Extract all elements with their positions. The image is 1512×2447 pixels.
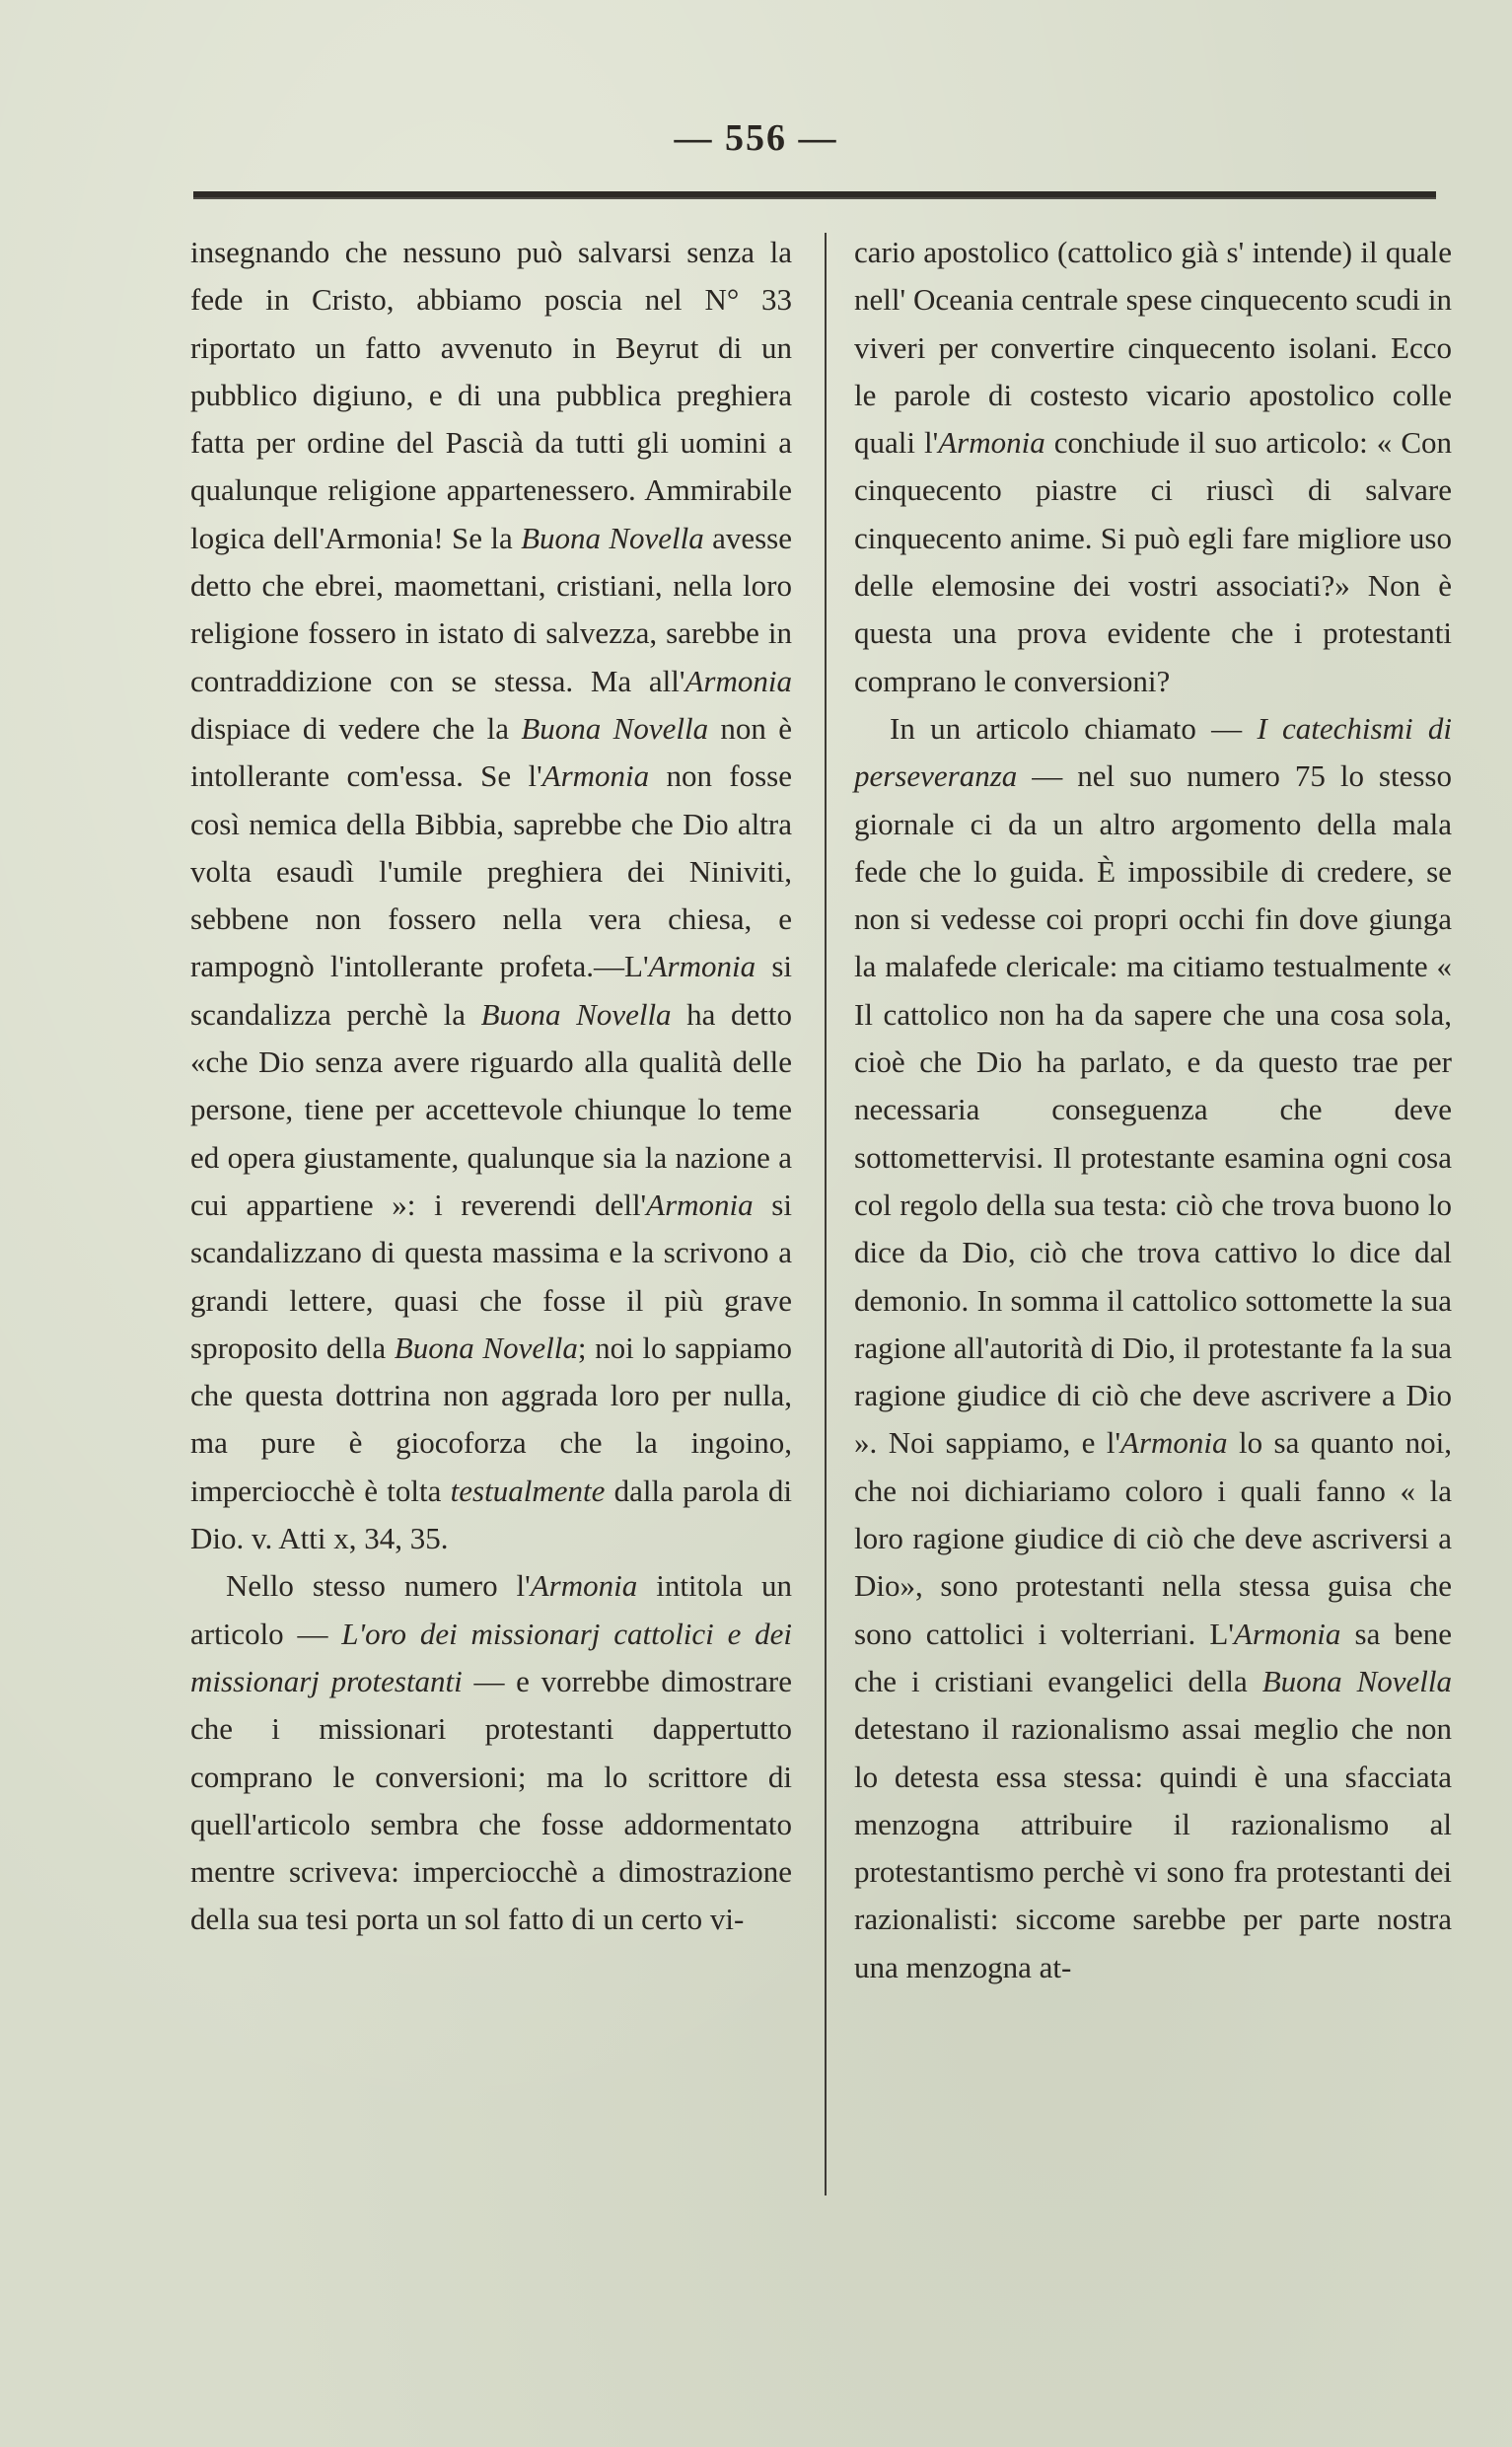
right-column <box>854 229 1452 1991</box>
italic-run: Armonia <box>1233 1616 1341 1651</box>
italic-run: L'oro dei missionarj cattolici e dei missionarj protestanti <box>190 1616 792 1698</box>
text-run: si scandalizza perchè la <box>190 949 792 1032</box>
text-run: ha detto «che Dio senza avere riguardo alla qualità delle persone, tiene per accettevole chiunque lo teme ed opera giustamente, qualunque sia la nazione a cui appartiene »: i reverendi dell' <box>190 996 792 1222</box>
italic-run: Buona Novella <box>480 996 672 1032</box>
text-run: ; noi lo sappiamo che questa dottrina non aggrada loro per nulla, ma pure è giocoforza che la ingoino, imperciocchè è tolta <box>190 1330 793 1508</box>
italic-run: Armonia <box>938 425 1045 461</box>
italic-run: Armonia <box>530 1568 638 1604</box>
left-column <box>190 229 792 1944</box>
italic-run: Armonia <box>648 949 756 984</box>
header-rule <box>193 191 1436 199</box>
italic-run: Buona Novella <box>521 710 709 746</box>
text-run: — nel suo numero 75 lo stesso giornale ci da un altro argomento della mala fede che lo guida. È impossibile di credere, se non si vedesse coi propri occhi fin dove giunga la malafede clericale: ma citiamo testualmente « Il cattolico non ha da sapere che una cosa sola, cioè che Dio ha parlato, e da questo trae per necessaria conseguenza che deve sottomettervisi. Il protestante esamina ogni cosa col regolo della sua testa: ciò che trova buono lo dice da Dio, ciò che trova cattivo lo dice dal demonio. In somma il cattolico sottomette la sua ragione all'autorità di Dio, il protestante fa la sua ragione giudice di ciò che deve ascrivere a Dio ». Noi sappiamo, e l' <box>854 758 1452 1461</box>
text-run: conchiude il suo articolo: « Con cinquecento piastre ci riuscì di salvare cinquecento anime. Si può egli fare migliore uso delle elemosine dei vostri associati?» Non è questa una prova evidente che i protestanti comprano le conversioni? <box>854 425 1453 698</box>
italic-run: Buona Novella <box>394 1330 578 1365</box>
text-run: non è intollerante com'essa. Se l' <box>190 710 793 794</box>
text-run: dalla parola di Dio. v. Atti x, 34, 35. <box>190 1473 792 1556</box>
paragraph <box>190 1562 792 1943</box>
text-run: si scandalizzano di questa massima e la scrivono a grandi lettere, quasi che fosse il più grave sproposito della <box>190 1187 792 1365</box>
text-run: — e vorrebbe dimostrare che i missionari protestanti dappertutto comprano le conversioni; ma lo scrittore di quell'articolo sembra che fosse addormentato mentre scriveva: imperciocchè a dimostrazione della sua tesi porta un sol fatto di un certo vi- <box>190 1663 793 1937</box>
text-run: dispiace di vedere che la <box>190 710 522 746</box>
text-run: sa bene che i cristiani evangelici della <box>854 1616 1452 1698</box>
italic-run: Armonia <box>541 758 650 794</box>
column-divider <box>825 233 827 2195</box>
italic-run: Armonia <box>1120 1425 1228 1461</box>
text-run: insegnando che nessuno può salvarsi senza la fede in Cristo, abbiamo poscia nel N° 33 riportato un fatto avvenuto in Beyrut di un pubblico digiuno, e di una pubblica preghiera fatta per ordine del Pascià da tutti gli uomini a qualunque religione appartenessero. Ammirabile logica dell'Armonia! Se la <box>190 235 792 555</box>
italic-run: Buona Novella <box>521 520 704 555</box>
text-run: avesse detto che ebrei, maomettani, cristiani, nella loro religione fossero in istato di salvezza, sarebbe in contraddizione con se stessa. Ma all' <box>190 520 793 698</box>
italic-run: Armonia <box>646 1187 754 1222</box>
italic-run: testualmente <box>450 1473 606 1508</box>
text-run: In un articolo chiamato — <box>890 710 1258 746</box>
text-run: detestano il razionalismo assai meglio che non lo detesta essa stessa: quindi è una sfacciata menzogna attribuire il razionalismo al protestantismo perchè vi sono fra protestanti dei razionalisti: siccome sarebbe per parte nostra una menzogna at- <box>854 1711 1452 1984</box>
italic-run: I catechismi di perseveranza <box>854 710 1452 794</box>
page-number: — 556 — <box>674 117 838 159</box>
italic-run: Armonia <box>684 663 792 698</box>
paragraph <box>190 229 792 1562</box>
text-run: non fosse così nemica della Bibbia, saprebbe che Dio altra volta esaudì l'umile preghiera dei Niniviti, sebbene non fossero nella vera chiesa, e rampognò l'intollerante profeta.—L' <box>190 758 792 984</box>
text-run: cario apostolico (cattolico già s' intende) il quale nell' Oceania centrale spese cinquecento scudi in viveri per convertire cinquecento isolani. Ecco le parole di costesto vicario apostolico colle quali l' <box>854 235 1452 461</box>
paragraph <box>854 229 1452 705</box>
italic-run: Buona Novella <box>1261 1663 1452 1698</box>
text-run: Nello stesso numero l' <box>226 1568 531 1604</box>
paragraph <box>854 705 1452 1991</box>
text-run: intitola un articolo — <box>190 1568 792 1651</box>
text-run: lo sa quanto noi, che noi dichiariamo coloro i quali fanno « la loro ragione giudice di ciò che deve ascriversi a Dio», sono protestanti nella stessa guisa che sono cattolici i volterriani. L' <box>854 1425 1452 1651</box>
